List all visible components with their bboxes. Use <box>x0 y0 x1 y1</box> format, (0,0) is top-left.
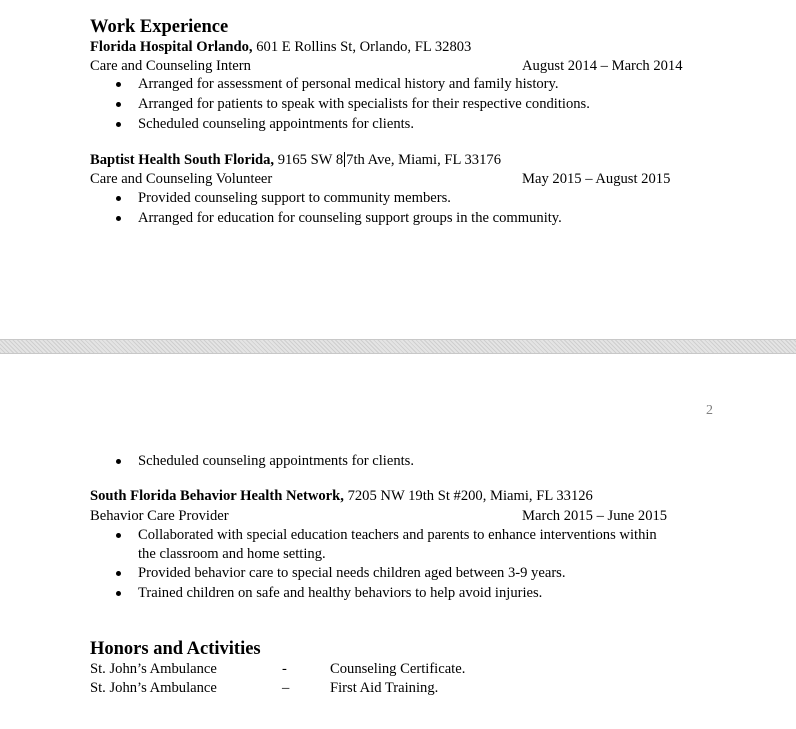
page-number: 2 <box>706 403 713 418</box>
text-cursor <box>344 152 345 167</box>
job-employer-line <box>90 487 593 505</box>
employer-name: Florida Hospital Orlando, <box>90 39 253 55</box>
honor-org: St. John’s Ambulance <box>90 661 217 677</box>
bullet-icon <box>116 571 121 576</box>
honor-dash: - <box>282 661 287 677</box>
job-bullet: Arranged for patients to speak with specialists for their respective conditions. <box>138 96 590 112</box>
employer-name: South Florida Behavior Health Network, <box>90 488 344 504</box>
bullet-icon <box>116 459 121 464</box>
bullet-icon <box>116 533 121 538</box>
job-employer-line <box>90 38 471 56</box>
job-dates: March 2015 – June 2015 <box>522 508 668 524</box>
document-page-1[interactable] <box>0 0 796 339</box>
job-role: Care and Counseling Volunteer <box>90 171 273 187</box>
job-dates: August 2014 – March 2014 <box>522 58 683 74</box>
job-employer-line <box>90 151 501 169</box>
honor-org: St. John’s Ambulance <box>90 680 217 696</box>
job-bullet: Provided behavior care to special needs children aged between 3-9 years. <box>138 565 566 581</box>
job-bullet-continuation: the classroom and home setting. <box>138 546 326 562</box>
section-heading-honors: Honors and Activities <box>90 639 261 659</box>
job-bullet: Scheduled counseling appointments for clients. <box>138 116 415 132</box>
employer-name: Baptist Health South Florida, <box>90 152 275 168</box>
bullet-icon <box>116 122 121 127</box>
job-bullet: Arranged for education for counseling support groups in the community. <box>138 210 562 226</box>
bullet-icon <box>116 216 121 221</box>
job-bullet: Scheduled counseling appointments for clients. <box>138 453 415 469</box>
job-bullet: Trained children on safe and healthy behaviors to help avoid injuries. <box>138 585 543 601</box>
employer-address: 7205 NW 19th St #200, Miami, FL 33126 <box>343 488 593 504</box>
employer-address: 601 E Rollins St, Orlando, FL 32803 <box>252 39 472 55</box>
bullet-icon <box>116 196 121 201</box>
bullet-icon <box>116 82 121 87</box>
employer-address-part: 7th Ave, Miami, FL 33176 <box>346 152 501 168</box>
section-heading-work-experience: Work Experience <box>90 17 229 37</box>
job-bullet: Provided counseling support to community members. <box>138 190 451 206</box>
bullet-icon <box>116 102 121 107</box>
employer-address-part: 9165 SW 8 <box>274 152 344 168</box>
document-page-2[interactable] <box>0 354 796 729</box>
job-bullet: Collaborated with special education teachers and parents to enhance interventions within <box>138 527 657 543</box>
honor-item: Counseling Certificate. <box>330 661 466 677</box>
page-break-separator <box>0 339 796 354</box>
job-role: Behavior Care Provider <box>90 508 229 524</box>
job-role: Care and Counseling Intern <box>90 58 251 74</box>
bullet-icon <box>116 591 121 596</box>
honor-item: First Aid Training. <box>330 680 439 696</box>
job-bullet: Arranged for assessment of personal medical history and family history. <box>138 76 559 92</box>
job-dates: May 2015 – August 2015 <box>522 171 671 187</box>
honor-dash: – <box>282 680 290 696</box>
